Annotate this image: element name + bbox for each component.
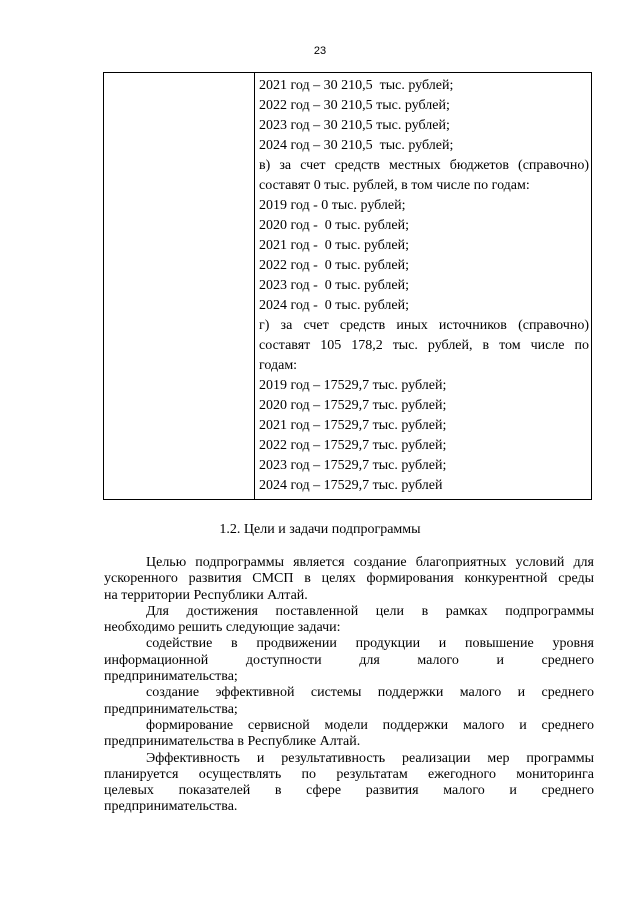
funding-cell [259,76,589,496]
body-line: планируется осуществлять по результатам ежегодного мониторинга [104,766,594,782]
body-line: предпринимательства; [104,701,238,717]
funding-line: годам: [259,358,298,373]
funding-line: 2022 год - 0 тыс. рублей; [259,258,410,273]
body-line: предпринимательства в Республике Алтай. [104,734,361,750]
body-line: Эффективность и результативность реализации мер программы [146,750,594,766]
funding-line: 2021 год – 30 210,5 тыс. рублей; [259,78,454,93]
funding-line: 2024 год - 0 тыс. рублей; [259,298,410,313]
funding-line: 2024 год – 17529,7 тыс. рублей [259,478,443,493]
funding-line: 2023 год – 17529,7 тыс. рублей; [259,458,447,473]
body-line: предпринимательства; [104,669,238,685]
funding-line: 2019 год – 17529,7 тыс. рублей; [259,378,447,393]
funding-line: 2020 год – 17529,7 тыс. рублей; [259,398,447,413]
funding-line: 2024 год – 30 210,5 тыс. рублей; [259,138,454,153]
funding-line: 2022 год – 17529,7 тыс. рублей; [259,438,447,453]
funding-line: г) за счет средств иных источников (справочно) [259,318,589,333]
funding-line: составят 105 178,2 тыс. рублей, в том числе по [259,338,589,353]
section-heading: 1.2. Цели и задачи подпрограммы [219,522,421,537]
funding-line: 2019 год - 0 тыс. рублей; [259,198,406,213]
funding-line: 2021 год – 17529,7 тыс. рублей; [259,418,447,433]
table-column-divider [254,73,255,499]
body-line: на территории Республики Алтай. [104,587,308,603]
funding-line: в) за счет средств местных бюджетов (справочно) [259,158,589,173]
body-line: создание эффективной системы поддержки малого и среднего [146,685,594,701]
body-line: необходимо решить следующие задачи: [104,620,341,636]
body-line: ускоренного развития СМСП в целях формирования конкурентной среды [104,571,594,587]
section-body [104,555,594,816]
funding-line: 2020 год - 0 тыс. рублей; [259,218,410,233]
body-line: предпринимательства. [104,799,238,815]
body-line: информационной доступности для малого и среднего [104,652,594,668]
funding-line: 2023 год – 30 210,5 тыс. рублей; [259,118,450,133]
page-number: 23 [313,45,327,57]
funding-line: 2021 год - 0 тыс. рублей; [259,238,410,253]
body-line: формирование сервисной модели поддержки малого и среднего [146,717,594,733]
body-line: Для достижения поставленной цели в рамках подпрограммы [146,603,594,619]
body-line: содействие в продвижении продукции и повышение уровня [146,636,594,652]
funding-table [103,72,592,500]
funding-line: 2023 год - 0 тыс. рублей; [259,278,410,293]
funding-line: составят 0 тыс. рублей, в том числе по годам: [259,178,530,193]
body-line: Целью подпрограммы является создание благоприятных условий для [146,555,594,570]
funding-line: 2022 год – 30 210,5 тыс. рублей; [259,98,450,113]
body-line: целевых показателей в сфере развития малого и среднего [104,783,594,799]
